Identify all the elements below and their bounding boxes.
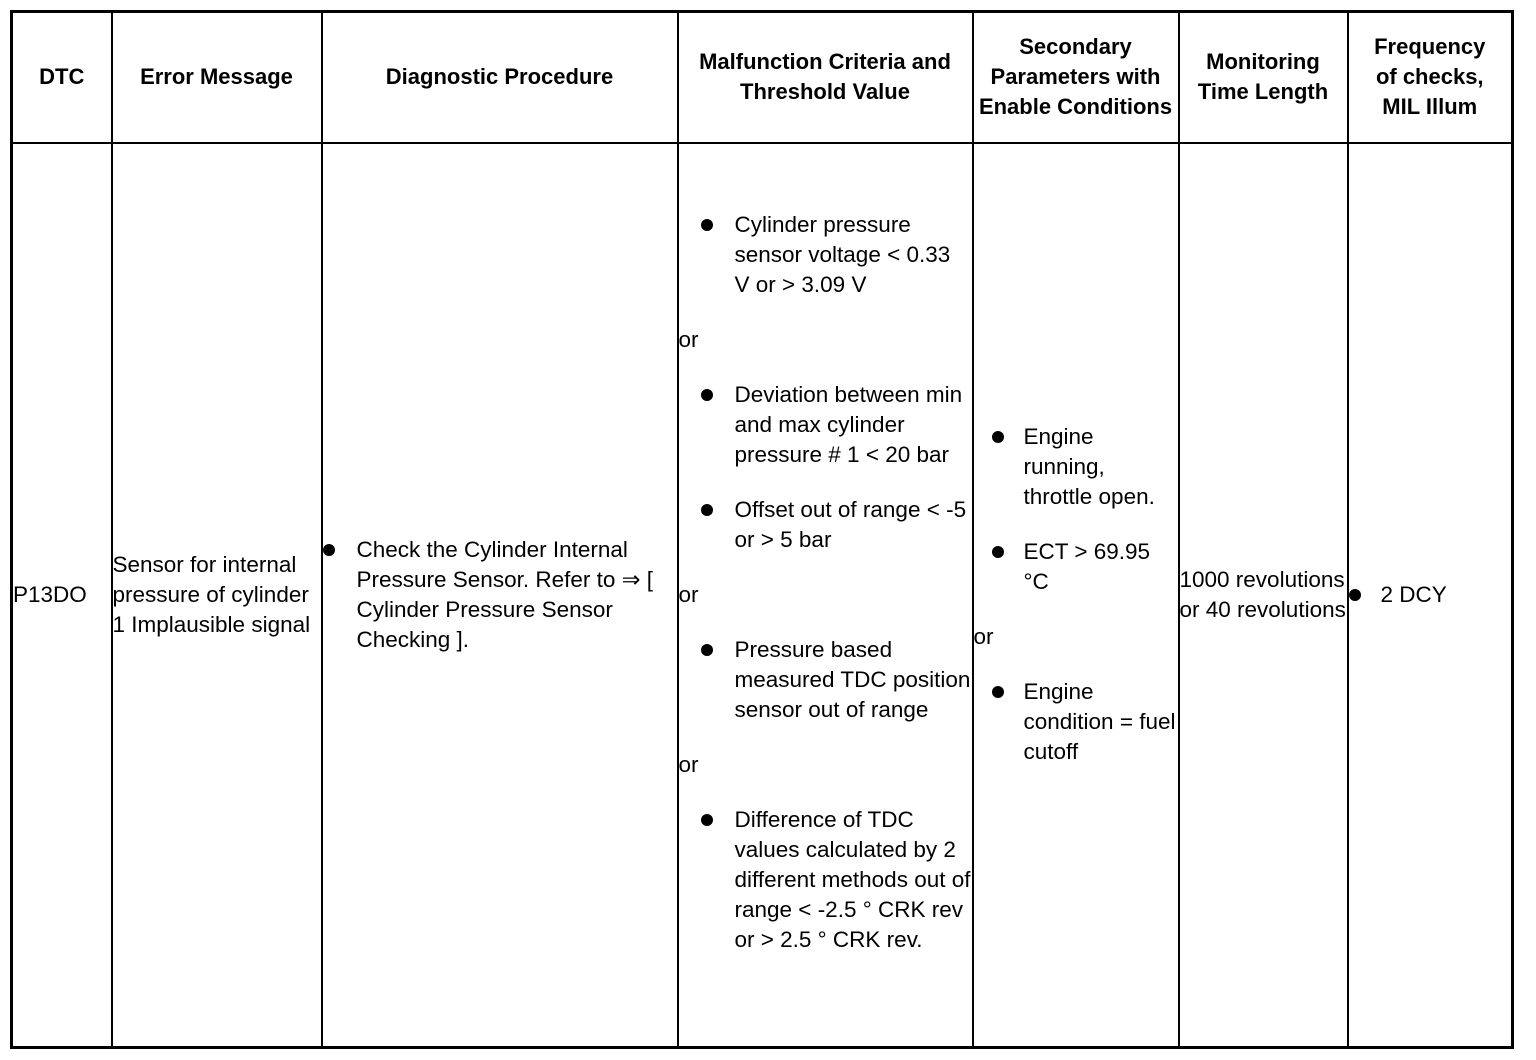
- list-item: [323, 535, 677, 655]
- table-row: [12, 143, 1513, 1048]
- bullet-icon: [701, 504, 713, 516]
- header-error-message: Error Message: [112, 12, 322, 143]
- header-frequency: Frequency of checks, MIL Illum: [1348, 12, 1513, 143]
- dtc-table: [10, 10, 1514, 1049]
- cell-monitoring-time: 1000 revolutions or 40 revolutions: [1179, 143, 1348, 1048]
- cell-diagnostic-procedure: [322, 143, 678, 1048]
- criteria-text: Offset out of range < -5 or > 5 bar: [734, 496, 967, 552]
- bullet-icon: [992, 686, 1004, 698]
- or-separator: or: [678, 751, 699, 777]
- header-row: [12, 12, 1513, 143]
- or-separator: or: [678, 581, 699, 607]
- bullet-icon: [701, 644, 713, 656]
- criteria-text: Cylinder pressure sensor voltage < 0.33 V or > 3.09 V: [734, 211, 951, 297]
- header-monitoring-time: Monitoring Time Length: [1179, 12, 1348, 143]
- list-item: [679, 210, 972, 300]
- bullet-icon: [1349, 589, 1361, 601]
- cell-frequency: [1348, 143, 1513, 1048]
- procedure-text: Check the Cylinder Internal Pressure Sensor. Refer to ⇒ [ Cylinder Pressure Sensor Checking ].: [356, 536, 653, 652]
- list-item: [679, 495, 972, 555]
- bullet-icon: [323, 544, 335, 556]
- list-item: [974, 677, 1178, 767]
- criteria-text: Deviation between min and max cylinder pressure # 1 < 20 bar: [734, 381, 963, 467]
- or-separator: or: [678, 326, 699, 352]
- list-item: [679, 635, 972, 725]
- cell-secondary-parameters: [973, 143, 1179, 1048]
- list-item: [974, 422, 1178, 512]
- bullet-icon: [701, 219, 713, 231]
- header-secondary-parameters: Secondary Parameters with Enable Conditions: [973, 12, 1179, 143]
- parameter-text: ECT > 69.95 °C: [1023, 539, 1151, 595]
- header-dtc: DTC: [12, 12, 112, 143]
- parameter-text: Engine running, throttle open.: [1023, 424, 1155, 510]
- criteria-text: Difference of TDC values calculated by 2 different methods out of range < -2.5 ° CRK rev or > 2.5 ° CRK rev.: [734, 806, 971, 952]
- bullet-icon: [992, 431, 1004, 443]
- bullet-icon: [701, 814, 713, 826]
- list-item: [679, 805, 972, 955]
- bullet-icon: [992, 546, 1004, 558]
- header-diagnostic-procedure: Diagnostic Procedure: [322, 12, 678, 143]
- or-separator: or: [973, 624, 994, 650]
- bullet-icon: [701, 389, 713, 401]
- cell-malfunction-criteria: [678, 143, 973, 1048]
- list-item: [974, 537, 1178, 597]
- cell-dtc: P13DO: [12, 143, 112, 1048]
- frequency-text: 2 DCY: [1380, 581, 1447, 607]
- list-item: [1349, 580, 1512, 610]
- criteria-text: Pressure based measured TDC position sensor out of range: [734, 636, 971, 722]
- cell-error-message: Sensor for internal pressure of cylinder 1 Implausible signal: [112, 143, 322, 1048]
- list-item: [679, 380, 972, 470]
- parameter-text: Engine condition = fuel cutoff: [1023, 679, 1176, 765]
- header-malfunction-criteria: Malfunction Criteria and Threshold Value: [678, 12, 973, 143]
